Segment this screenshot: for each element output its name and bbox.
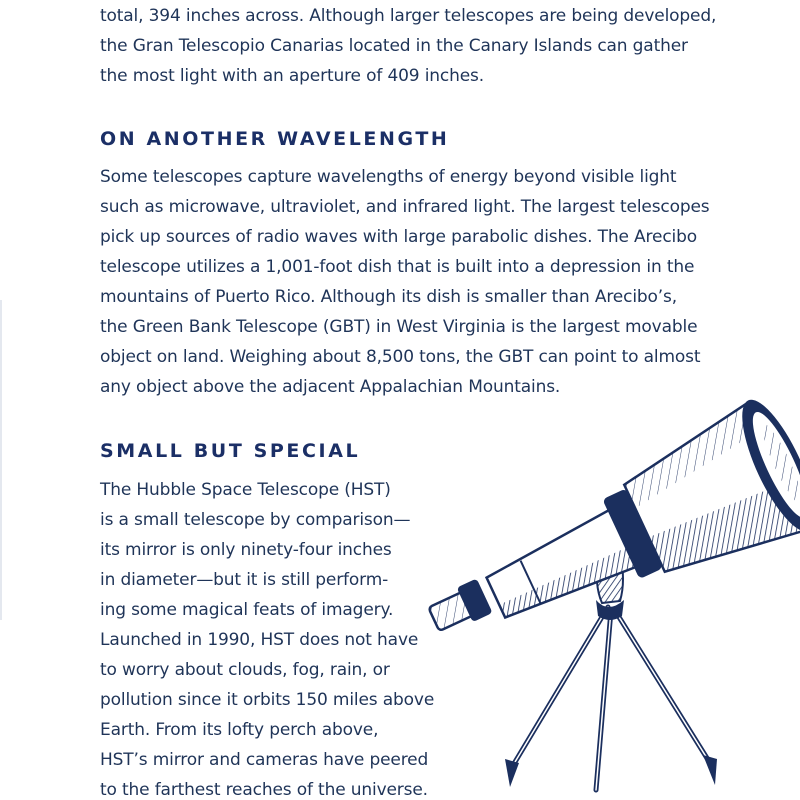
paragraph-line: object on land. Weighing about 8,500 tons, the GBT can point to almost xyxy=(100,347,701,367)
paragraph-line: to worry about clouds, fog, rain, or xyxy=(100,660,390,680)
paragraph-line: HST’s mirror and cameras have peered xyxy=(100,750,429,770)
telescope-illustration-icon xyxy=(420,395,800,800)
paragraph-line: Launched in 1990, HST does not have xyxy=(100,630,419,650)
paragraph-line: pollution since it orbits 150 miles above xyxy=(100,690,435,710)
intro-line: total, 394 inches across. Although larger telescopes are being developed, xyxy=(100,6,717,26)
paragraph-line: any object above the adjacent Appalachian Mountains. xyxy=(100,377,561,397)
paragraph-line: to the farthest reaches of the universe. xyxy=(100,780,428,800)
paragraph-line: in diameter—but it is still perform- xyxy=(100,570,389,590)
paragraph-line: is a small telescope by comparison— xyxy=(100,510,411,530)
paragraph-line: pick up sources of radio waves with large parabolic dishes. The Arecibo xyxy=(100,227,697,247)
paragraph-line: Some telescopes capture wavelengths of energy beyond visible light xyxy=(100,167,677,187)
section-heading-wavelength: ON ANOTHER WAVELENGTH xyxy=(100,128,450,150)
paragraph-line: the Green Bank Telescope (GBT) in West Virginia is the largest movable xyxy=(100,317,698,337)
page-edge-rule xyxy=(0,300,2,620)
intro-line: the most light with an aperture of 409 inches. xyxy=(100,66,484,86)
paragraph-line: The Hubble Space Telescope (HST) xyxy=(100,480,391,500)
paragraph-line: such as microwave, ultraviolet, and infrared light. The largest telescopes xyxy=(100,197,710,217)
intro-line: the Gran Telescopio Canarias located in the Canary Islands can gather xyxy=(100,36,688,56)
paragraph-line: its mirror is only ninety-four inches xyxy=(100,540,392,560)
paragraph-line: ing some magical feats of imagery. xyxy=(100,600,394,620)
section-heading-small: SMALL BUT SPECIAL xyxy=(100,440,361,462)
paragraph-line: mountains of Puerto Rico. Although its dish is smaller than Arecibo’s, xyxy=(100,287,677,307)
paragraph-line: telescope utilizes a 1,001-foot dish that is built into a depression in the xyxy=(100,257,695,277)
paragraph-line: Earth. From its lofty perch above, xyxy=(100,720,379,740)
